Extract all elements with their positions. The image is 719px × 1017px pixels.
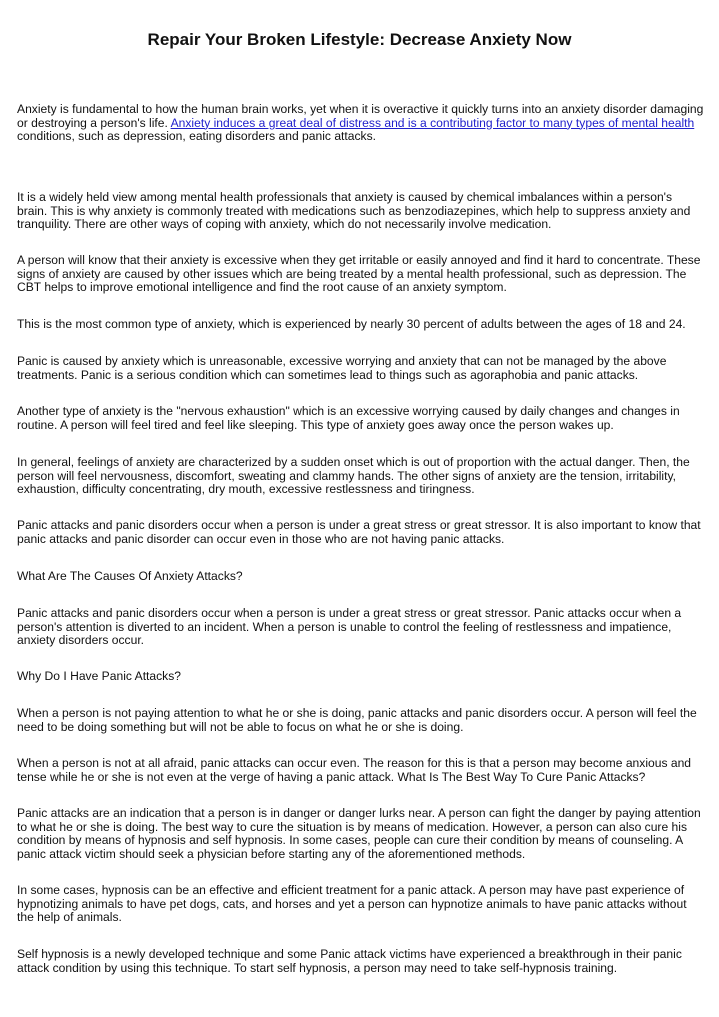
paragraph-panic: Panic is caused by anxiety which is unreasonable, excessive worrying and anxiety that can not be managed by the above treatments. Panic is a serious condition which can sometimes lead to things such as agoraphobia and panic attacks. <box>17 354 667 382</box>
intro-text-before: Anxiety is fundamental to how the human brain works, yet when it is overactive it quickly turns into an anxiety disorder damaging or destroying a person's life. <box>17 102 704 130</box>
paragraph-causes: Panic attacks and panic disorders occur when a person is under a great stress or great stressor. Panic attacks occur when a person's attention is diverted to an incident. When a person is unable to control the feeling of restlessness and impatience, anxiety disorders occur. <box>17 606 682 648</box>
paragraph-common-type: This is the most common type of anxiety, which is experienced by nearly 30 percent of adults between the ages of 18 and 24. <box>17 317 686 331</box>
paragraph-medication: It is a widely held view among mental health professionals that anxiety is caused by chemical imbalances within a person's brain. This is why anxiety is commonly treated with medications such as benzodiazepines, which help to suppress anxiety and tranquility. There are other ways of coping with anxiety, which do not necessarily involve medication. <box>17 190 691 232</box>
paragraph-nervous-exhaustion: Another type of anxiety is the "nervous exhaustion" which is an excessive worrying caused by daily changes and changes in routine. A person will feel tired and feel like sleeping. This type of anxiety goes away once the person wakes up. <box>17 404 680 432</box>
paragraph-panic-disorders: Panic attacks and panic disorders occur when a person is under a great stress or great stressor. It is also important to know that panic attacks and panic disorder can occur even in those who are not having panic attacks. <box>17 518 701 546</box>
paragraph-hypnosis: In some cases, hypnosis can be an effective and efficient treatment for a panic attack. A person may have past experience of hypnotizing animals to have pet dogs, cats, and horses and yet a person can hypnotize animals to have panic attacks without the help of animals. <box>17 883 687 925</box>
paragraph-attention: When a person is not paying attention to what he or she is doing, panic attacks and panic disorders occur. A person will feel the need to be doing something but will not be able to focus on what he or she is doing. <box>17 706 697 734</box>
paragraph-excessive-anxiety: A person will know that their anxiety is excessive when they get irritable or easily annoyed and find it hard to concentrate. These signs of anxiety are caused by other issues which are being treated by a mental health professional, such as depression. The CBT helps to improve emotional intelligence and find the root cause of an anxiety symptom. <box>17 253 701 295</box>
intro-paragraph <box>17 103 705 144</box>
heading-causes: What Are The Causes Of Anxiety Attacks? <box>17 569 243 583</box>
mental-health-link[interactable]: Anxiety induces a great deal of distress and is a contributing factor to many types of mental health <box>170 115 695 130</box>
page-title: Repair Your Broken Lifestyle: Decrease Anxiety Now <box>147 30 572 49</box>
paragraph-cure: Panic attacks are an indication that a person is in danger or danger lurks near. A person can fight the danger by paying attention to what he or she is doing. The best way to cure the situation is by means of medication. However, a person can also cure his condition by means of hypnosis and self hypnosis. In some cases, people can cure their condition by means of counseling. A panic attack victim should seek a physician before starting any of the aforementioned methods. <box>17 806 701 861</box>
intro-text-after: conditions, such as depression, eating disorders and panic attacks. <box>17 129 376 144</box>
heading-why-panic: Why Do I Have Panic Attacks? <box>17 669 182 683</box>
paragraph-not-afraid: When a person is not at all afraid, panic attacks can occur even. The reason for this is that a person may become anxious and tense while he or she is not even at the verge of having a panic attack. What Is The Best Way To Cure Panic Attacks? <box>17 756 692 784</box>
paragraph-self-hypnosis: Self hypnosis is a newly developed technique and some Panic attack victims have experienced a breakthrough in their panic attack condition by using this technique. To start self hypnosis, a person may need to take self-hypnosis training. <box>17 947 682 975</box>
paragraph-signs: In general, feelings of anxiety are characterized by a sudden onset which is out of proportion with the actual danger. Then, the person will feel nervousness, discomfort, sweating and clammy hands. The other signs of anxiety are the tension, irritability, exhaustion, difficulty concentrating, dry mouth, excessive restlessness and tiringness. <box>17 455 690 497</box>
